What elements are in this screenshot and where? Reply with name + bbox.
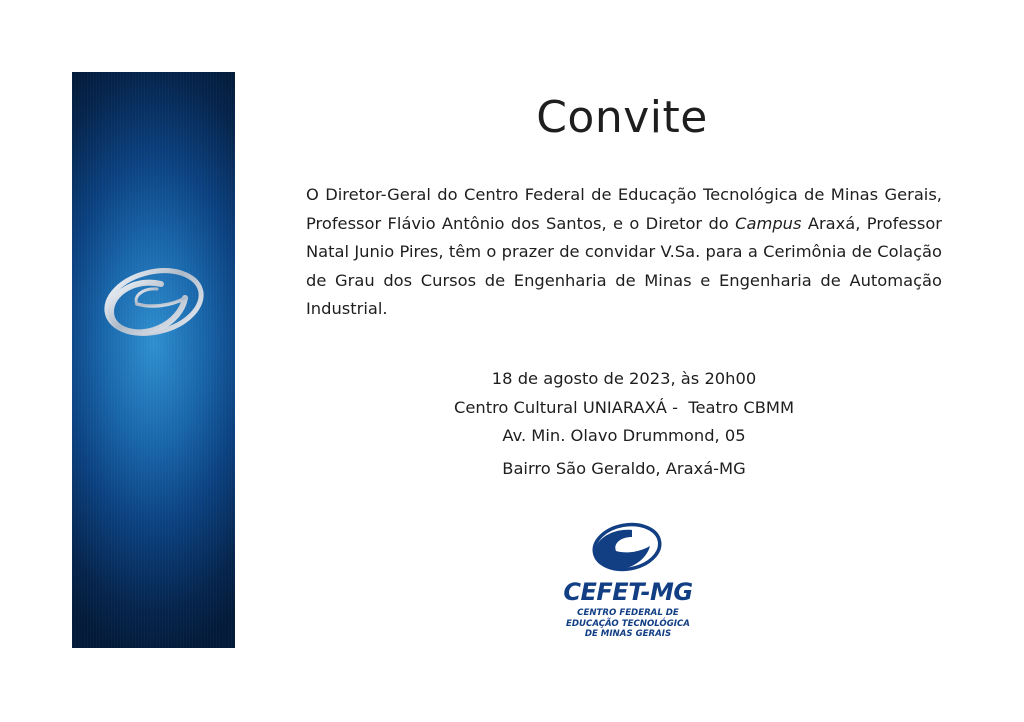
cefet-emblem-silver-icon xyxy=(97,262,207,352)
cefet-logo xyxy=(548,520,708,645)
event-details xyxy=(306,365,942,483)
paragraph-text-part1: O Diretor-Geral do Centro Federal de Educação Tecnológica de Minas Gerais, Professor Flávio Antônio dos Santos, e o Diretor do xyxy=(306,185,942,233)
invitation-paragraph xyxy=(306,181,942,324)
event-district: Bairro São Geraldo, Araxá-MG xyxy=(502,458,746,478)
logo-subtitle-line: DE MINAS GERAIS xyxy=(584,629,672,639)
cefet-emblem-icon xyxy=(588,520,663,578)
logo-subtitle-line: CENTRO FEDERAL DE xyxy=(577,608,679,618)
campus-italic-text: Campus xyxy=(735,213,802,233)
event-address: Av. Min. Olavo Drummond, 05 xyxy=(502,426,746,445)
paragraph-text-part2: Araxá, Professor Natal Junio Pires, têm o prazer de convidar V.Sa. para a Cerimônia de Colação de Grau dos Cursos de Engenharia de Minas e Engenharia de Automação Industrial. xyxy=(306,213,942,319)
side-banner xyxy=(72,72,235,648)
logo-name: CEFET-MG xyxy=(563,578,693,606)
logo-subtitle xyxy=(548,608,708,640)
logo-subtitle-line: EDUCAÇÃO TECNOLÓGICA xyxy=(566,618,690,629)
event-date-time: 18 de agosto de 2023, às 20h00 xyxy=(491,369,757,388)
event-venue: Centro Cultural UNIARAXÁ - Teatro CBMM xyxy=(453,397,795,417)
page-title: Convite xyxy=(536,92,708,143)
